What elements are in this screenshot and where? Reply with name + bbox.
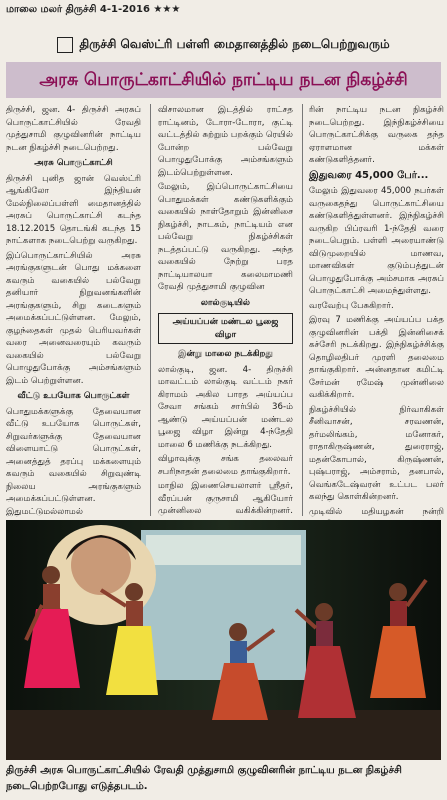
paragraph: லால்குடி, ஜன. 4- திருச்சி மாவட்டம் லால்குடி வட்டம் நகர் கிராமம் அகில பாரத அய்யப்ப சேவா சங்கம் சார்பில் 36-ம் ஆண்டு அய்யப்பன் மண்டல பூஜை விழா இன்று 4-ந்தேதி மாலை 6 மணிக்கு நடக்கிறது. — [158, 364, 293, 450]
subheading-today: இன்று மாலை நடக்கிறது — [178, 349, 273, 359]
paragraph: விசாலமான இடத்தில் ராட்சத ராட்டினம், டோரா-டோரா, குட்டி வட்டத்தில் சுற்றும் பறக்கும் ரெயில் போன்ற பல்வேறு பொழுதுபோக்கு அம்சங்களும் இடம்பெற்றுள்ளன. — [158, 105, 293, 178]
paragraph: மாநில இணைசெயலாளர் ஸ்ரீதர், வீரப்பன் குருசாமி ஆகியோர் முன்னிலை வகிக்கின்றனர். — [158, 481, 293, 516]
article-column-3 — [309, 104, 444, 533]
column-divider — [150, 104, 151, 516]
dance-photo — [6, 520, 441, 760]
paragraph: பொதுமக்களுக்கு தேவையான வீட்டு உபயோக பொருட்கள், சிறுவர்களுக்கு தேவையான விளையாட்டு பொருட்கள், அனைத்துத் தரப்பு மக்களையும் கவரும் வகையில் சிறுவுண்டி நிலைய அரங்குகளும் அமைக்கப்பட்டுள்ளன. இதுமட்டுமல்லாமல் — [6, 406, 141, 517]
column-divider — [302, 104, 303, 516]
photo-caption: திருச்சி அரசு பொருட்காட்சியில் ரேவதி முத்துசாமி குழுவினரின் நாட்டிய நடன நிகழ்ச்சி நடைபெற்றபோது எடுத்தபடம். — [6, 765, 402, 792]
kicker-line — [6, 33, 441, 55]
paragraph: இப்பொருட்காட்சியில் அரசு அரங்குகளுடன் பொது மக்களை கவரும் வகையில் பல்வேறு தனியார் நிறுவனங்களின் அரங்குகளும், சிறு கடைகளும் அமைக்கப்பட்டுள்ளன. மேலும், குழந்தைகள் முதல் பெரியவர்கள் வரை அனைவரையும் கவரும் வகையில் பல்வேறு பொழுதுபோக்கு அம்சங்களும் இடம் பெற்றுள்ளன. — [6, 250, 141, 386]
paragraph: ரின் நாட்டிய நடன நிகழ்ச்சி நடைபெற்றது. இந்நிகழ்ச்சியை பொருட்காட்சிக்கு வருகை தந்த ஏராளமான மக்கள் கண்டுகளித்தனர். — [309, 105, 444, 165]
square-marker-icon — [57, 37, 73, 53]
headline: அரசு பொருட்காட்சியில் நாட்டிய நடன நிகழ்ச்சி — [6, 62, 441, 98]
visitor-count-heading: இதுவரை 45,000 பேர்... — [309, 169, 429, 181]
paragraph: வரவேற்பு பேசுகிறார். — [309, 300, 394, 311]
kicker-text: திருச்சி வெஸ்ட்ரி பள்ளி மைதானத்தில் நடைபெற்றுவரும் — [79, 37, 390, 51]
paragraph: மேலும், இப்பொருட்காட்சியை பொதுமக்கள் கண்டுகளிக்கும் வகையில் நாள்தோறும் இன்னிசை நிகழ்ச்சி, நாடகம், நாட்டியம் என பல்வேறு நிகழ்ச்சிகள் நடத்தப்பட்டு வருகிறது. அந்த வகையில் நேற்று பரத நாட்டியாலயா கலைமாமணி ரேவதி முத்துசாமி குழுவின — [158, 182, 293, 292]
boxed-heading: அய்யப்பன் மண்டல பூஜை விழா — [158, 313, 293, 344]
paragraph: நிகழ்ச்சியில் நிர்வாகிகள் சீனிவாசன், சரவணன், தர்மலிங்கம், மனோகர், ராதாகிருஷ்ணன், துரைராஜ், மதன்கோபால், கிருஷ்ணன், புஷ்பராஜ், அம்சராம், தனபால், வெங்கடேஷ்வரன் உட்பட பலர் கலந்து கொள்கின்றனர். — [309, 404, 444, 502]
article-column-2 — [158, 104, 293, 532]
paragraph: திருச்சி புனித ஜான் வெஸ்ட்ரி ஆங்கிலோ இந்தியன் மேல்நிலைப்பள்ளி மைதானத்தில் அரசுப் பொருட்காட்சி கடந்த 18.12.2015 தொடங்கி கடந்த 15 நாட்களாக நடைபெற்று வருகிறது. — [6, 173, 141, 246]
lead-paragraph: திருச்சி, ஜன. 4- திருச்சி அரசுப் பொருட்காட்சியில் ரேவதி முத்துசாமி குழுவினரின் நாட்டிய நடன நிகழ்ச்சி நடைபெற்றது. — [6, 105, 141, 153]
masthead: மாலை மலர் திருச்சி 4-1-2016 ★★★ — [6, 4, 181, 15]
paragraph: முடிவில் மதியழகன் நன்றி — [309, 506, 444, 517]
dance-photo-illustration — [6, 520, 441, 760]
subheading-household: வீட்டு உபயோக பொருட்கள் — [17, 391, 130, 401]
section-label: லால்குடியில் — [200, 297, 251, 308]
paragraph: இரவு 7 மணிக்கு அய்யப்ப பக்த குழுவினரின் பக்தி இன்னிசைக் கச்சேரி நடக்கிறது. இந்நிகழ்ச்சிக்கு தொழிலதிபர் முரளி தலைமை தாங்குகிறார். அன்னதான கமிட்டி சேர்மன் ரமேஷ் முன்னிலை வகிக்கிறார். — [309, 315, 444, 400]
subheading-expo: அரசு பொருட்காட்சி — [34, 158, 113, 168]
paragraph: மேலும் இதுவரை 45,000 நபர்கள் வருகைதந்து பொருட்காட்சியை கண்டுகளித்துள்ளனர். இந்நிகழ்ச்சி வருகிற பிப்ரவரி 1-ந்தேதி வரை நடைபெறும். பள்ளி அரையாண்டு விடுமுறையில் மாணவ, மாணவிகள் குடும்பத்துடன் பொழுதுபோக்கு அம்சமாக அரசுப் பொருட்காட்சி அமைந்துள்ளது. — [309, 186, 444, 296]
article-column-1 — [6, 104, 141, 520]
paragraph: விழாவுக்கு சங்க தலைவர் சபரிநாதன் தலைமை தாங்குகிறார். — [158, 454, 293, 477]
